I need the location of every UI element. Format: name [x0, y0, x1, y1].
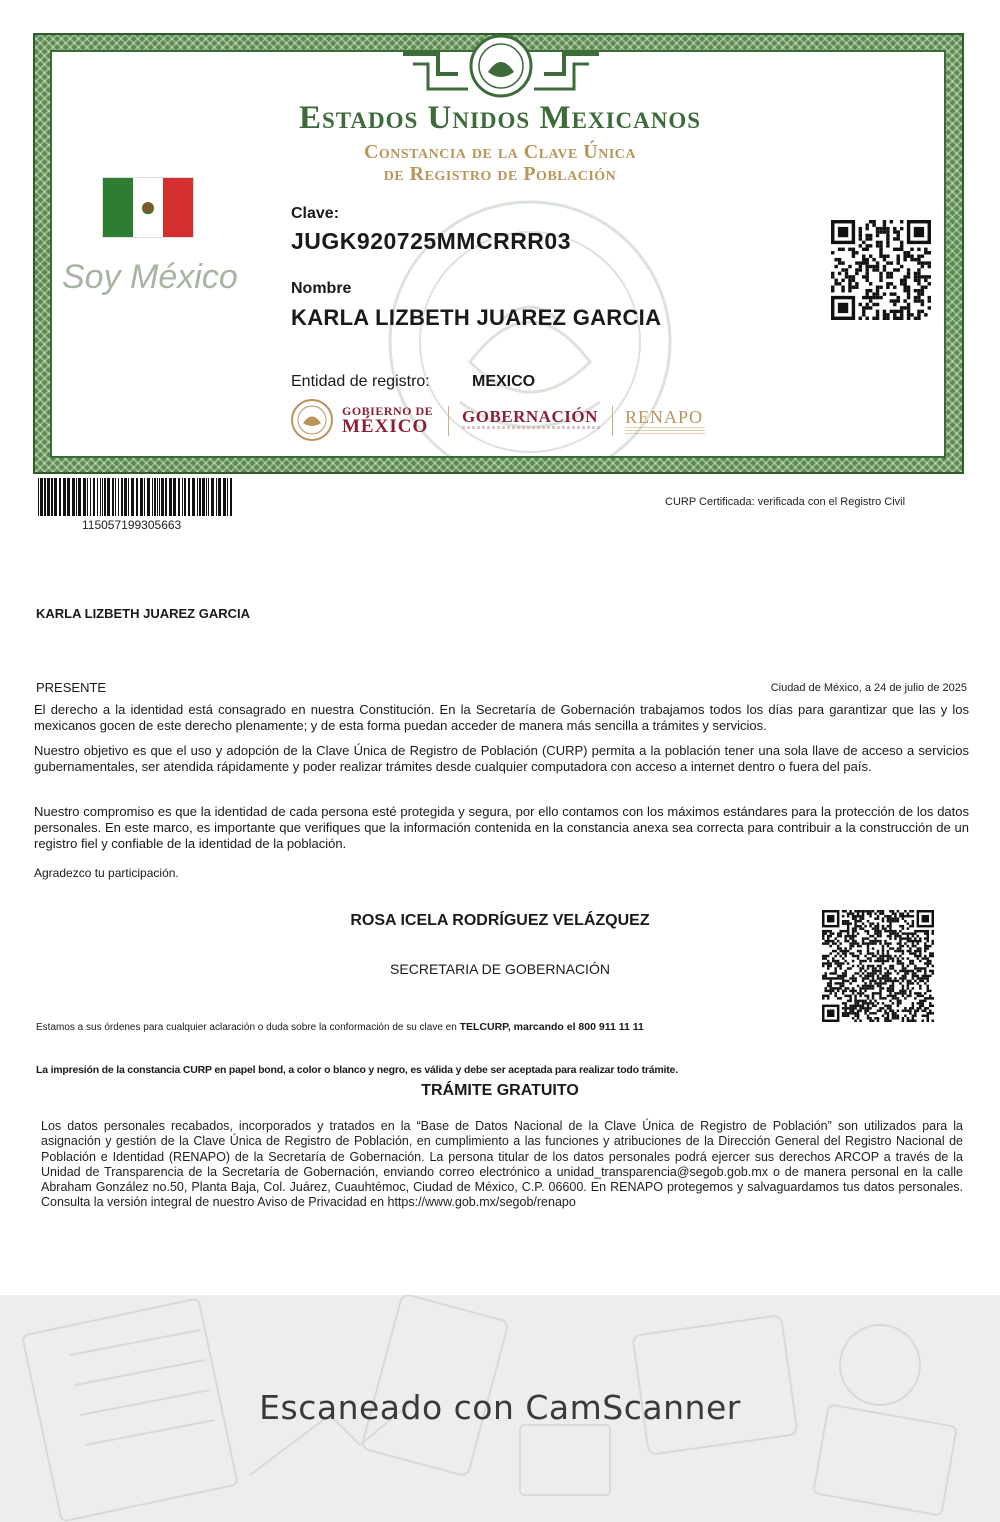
slogan: Soy México: [62, 258, 238, 296]
signatory-name: ROSA ICELA RODRÍGUEZ VELÁZQUEZ: [350, 912, 650, 929]
presente-label: PRESENTE: [36, 680, 107, 695]
nombre-label: Nombre: [291, 280, 352, 297]
certificate-title: Estados Unidos Mexicanos: [298, 100, 702, 136]
gobernacion-logo: GOBERNACIÓN: [462, 407, 598, 426]
contact-note: [36, 1021, 644, 1033]
privacy-notice: Los datos personales recabados, incorporados y tratados en la “Base de Datos Nacional de la Clave Única de Registro de Población” son utilizados para la asignación y gestión de la Clave Única de Registro de Población, en cumplimiento a las funciones y atribuciones de la Dirección General del Registro Nacional de Población e Identidad (RENAPO) de la Secretaría de Gobernación. La persona titular de los datos personales podrá ejercer sus derechos ARCOP a través de la Unidad de Transparencia de la Secretaría de Gobernación, enviando correo electrónico a unidad_transparencia@segob.gob.mx o de manera personal en la calle Abraham González no.50, Planta Baja, Col. Juárez, Cuauhtémoc, Ciudad de México, C.P. 06600. En RENAPO protegemos y salvaguardamos tus datos personales. Consulta la versión integral de nuestro Aviso de Privacidad en https://www.gob.mx/segob/renapo: [41, 1119, 963, 1210]
logo-divider: [448, 406, 449, 436]
qr-code-bottom: [822, 910, 934, 1022]
coat-of-arms-crest: [398, 34, 604, 106]
print-validity-note: La impresión de la constancia CURP en papel bond, a color o blanco y negro, es válida y debe ser aceptada para realizar todo trámite.: [36, 1064, 678, 1076]
telcurp-phone: TELCURP, marcando el 800 911 11 11: [459, 1021, 644, 1033]
clave-label: Clave:: [291, 205, 340, 222]
letter-paragraph: Nuestro objetivo es que el uso y adopción de la Clave Única de Registro de Población (CURP) permita a la población tener una sola llave de acceso a servicios gubernamentales, ser atendida rápidamente y poder realizar trámites desde cualquier computadora con acceso a internet dentro o fuera del país.: [34, 743, 969, 774]
gobierno-seal-icon: [290, 398, 334, 442]
barcode-number: 115057199305663: [82, 518, 182, 532]
gobierno-line2: MÉXICO: [342, 416, 429, 437]
flag-emblem-icon: [139, 199, 157, 217]
mexico-flag: [102, 177, 194, 238]
camscanner-watermark: Escaneado con CamScanner: [259, 1388, 741, 1427]
entidad-label: Entidad de registro:: [291, 373, 430, 390]
contact-note-text: Estamos a sus órdenes para cualquier aclaración o duda sobre la conformación de su clave en: [36, 1022, 460, 1033]
entidad-value: MEXICO: [472, 373, 536, 390]
curp-certificada-note: CURP Certificada: verificada con el Registro Civil: [665, 496, 906, 508]
clave-value: JUGK920725MMCRRR03: [291, 228, 571, 254]
agradezco-text: Agradezco tu participación.: [34, 866, 179, 880]
certificate-subtitle-line1: Constancia de la Clave Única: [363, 141, 637, 163]
renapo-subtext: [625, 427, 705, 435]
certificate-subtitle-line2: de Registro de Población: [383, 163, 617, 185]
addressee-name: KARLA LIZBETH JUAREZ GARCIA: [36, 606, 251, 621]
government-logos: [290, 398, 720, 444]
letter-paragraph: Nuestro compromiso es que la identidad de cada persona esté protegida y segura, por ello contamos con los máximos estándares para la protección de los datos personales. En este marco, es importante que verifiques que la información contenida en la constancia anexa sea correcta para contribuir a la construcción de un registro fiel y confiable de la identidad de la población.: [34, 804, 969, 851]
logo-divider: [612, 406, 613, 436]
gobernacion-subtext: [462, 426, 602, 429]
tramite-gratuito: TRÁMITE GRATUITO: [421, 1082, 579, 1099]
barcode: [38, 478, 232, 516]
letter-paragraph: El derecho a la identidad está consagrado en nuestra Constitución. En la Secretaría de Gobernación trabajamos todos los días para garantizar que las y los mexicanos gocen de este derecho plenamente; y de esta forma puedan acceder de manera más sencilla a trámites y servicios.: [34, 702, 969, 733]
renapo-logo: RENAPO: [625, 407, 704, 427]
nombre-value: KARLA LIZBETH JUAREZ GARCIA: [291, 305, 662, 330]
signatory-title: SECRETARIA DE GOBERNACIÓN: [390, 961, 610, 977]
letter-date: Ciudad de México, a 24 de julio de 2025: [770, 682, 967, 694]
gobierno-line1: GOBIERNO DE: [342, 404, 434, 418]
qr-code-top: [831, 220, 931, 320]
